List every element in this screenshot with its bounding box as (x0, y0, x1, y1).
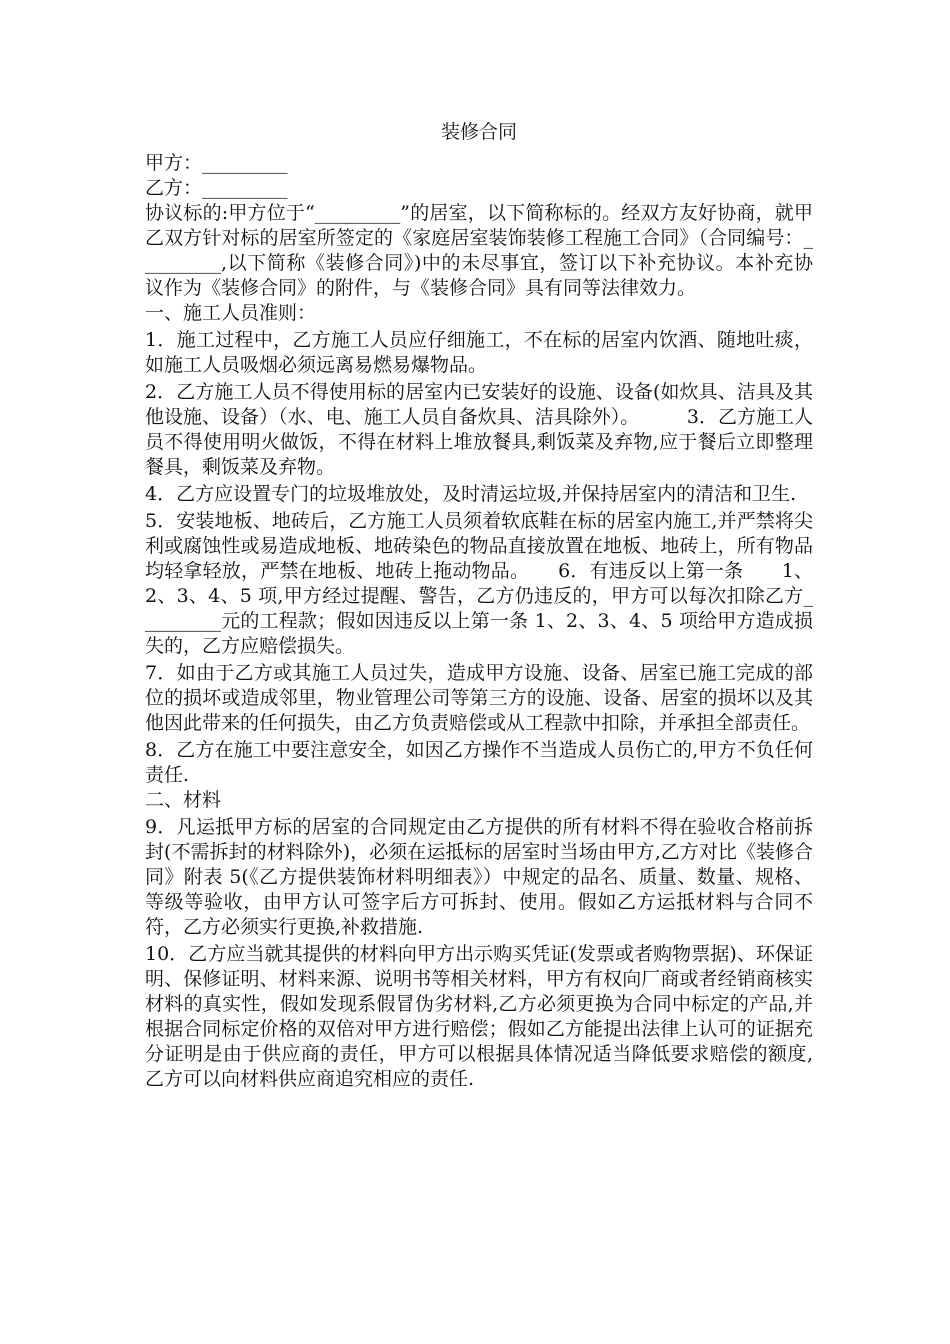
document-title: 装修合同 (440, 121, 517, 143)
clause-7: 7．如由于乙方或其施工人员过失，造成甲方设施、设备、居室已施工完成的部位的损坏或造成邻里，物业管理公司等第三方的设施、设备、居室的损坏以及其他因此带来的任何损失，由乙方负责赔偿或从工程款中扣除，并承担全部责任。 (145, 662, 813, 734)
party-a-line: 甲方：_________ (145, 152, 288, 174)
clause-10: 10．乙方应当就其提供的材料向甲方出示购买凭证(发票或者购物票据)、环保证明、保修证明、材料来源、说明书等相关材料，甲方有权向厂商或者经销商核实材料的真实性，假如发现系假冒伪劣材料,乙方必须更换为合同中标定的产品,并根据合同标定价格的双倍对甲方进行赔偿；假如乙方能提出法律上认可的证据充分证明是由于供应商的责任，甲方可以根据具体情况适当降低要求赔偿的额度,乙方可以向材料供应商追究相应的责任. (145, 943, 813, 1090)
clause-5-6: 5．安装地板、地砖后，乙方施工人员须着软底鞋在标的居室内施工,并严禁将尖利或腐蚀性或易造成地板、地砖染色的物品直接放置在地板、地砖上，所有物品均轻拿轻放，严禁在地板、地砖上拖动物品。 6．有违反以上第一条 1、2、3、4、5 项,甲方经过提醒、警告，乙方仍违反的，甲方可以每次扣除乙方_________元的工程款；假如因违反以上第一条 1、2、3、4、5 项给甲方造成损失的，乙方应赔偿损失。 (145, 510, 813, 657)
section-heading-personnel: 一、施工人员准则： (145, 302, 317, 324)
clause-8: 8．乙方在施工中要注意安全，如因乙方操作不当造成人员伤亡的,甲方不负任何责任. (145, 739, 813, 786)
clause-4: 4．乙方应设置专门的垃圾堆放处，及时清运垃圾,并保持居室内的清洁和卫生. (145, 483, 797, 505)
intro-paragraph: 协议标的:甲方位于“_________”的居室，以下简称标的。经双方友好协商，就甲乙双方针对标的居室所签定的《家庭居室装饰装修工程施工合同》（合同编号：_________,以下简称《装修合同》)中的未尽事宜，签订以下补充协议。本补充协议作为《装修合同》的附件，与《装修合同》具有同等法律效力。 (145, 202, 813, 299)
section-heading-materials: 二、材料 (145, 789, 222, 811)
clause-9: 9．凡运抵甲方标的居室的合同规定由乙方提供的所有材料不得在验收合格前拆封(不需拆封的材料除外)，必须在运抵标的居室时当场由甲方,乙方对比《装修合同》附表 5(《乙方提供装饰材料明细表》）中规定的品名、质量、数量、规格、等级等验收，由甲方认可签字后方可拆封、使用。假如乙方运抵材料与合同不符，乙方必须实行更换,补救措施. (145, 816, 813, 938)
party-b-line: 乙方：_________ (145, 177, 288, 199)
document-body (145, 120, 813, 1092)
clause-2-3: 2．乙方施工人员不得使用标的居室内已安装好的设施、设备(如炊具、洁具及其他设施、设备）（水、电、施工人员自备炊具、洁具除外）。 3．乙方施工人员不得使用明火做饭，不得在材料上堆放餐具,剩饭菜及弃物,应于餐后立即整理餐具，剩饭菜及弃物。 (145, 381, 813, 478)
clause-1: 1．施工过程中，乙方施工人员应仔细施工，不在标的居室内饮酒、随地吐痰，如施工人员吸烟必须远离易燃易爆物品。 (145, 329, 813, 376)
